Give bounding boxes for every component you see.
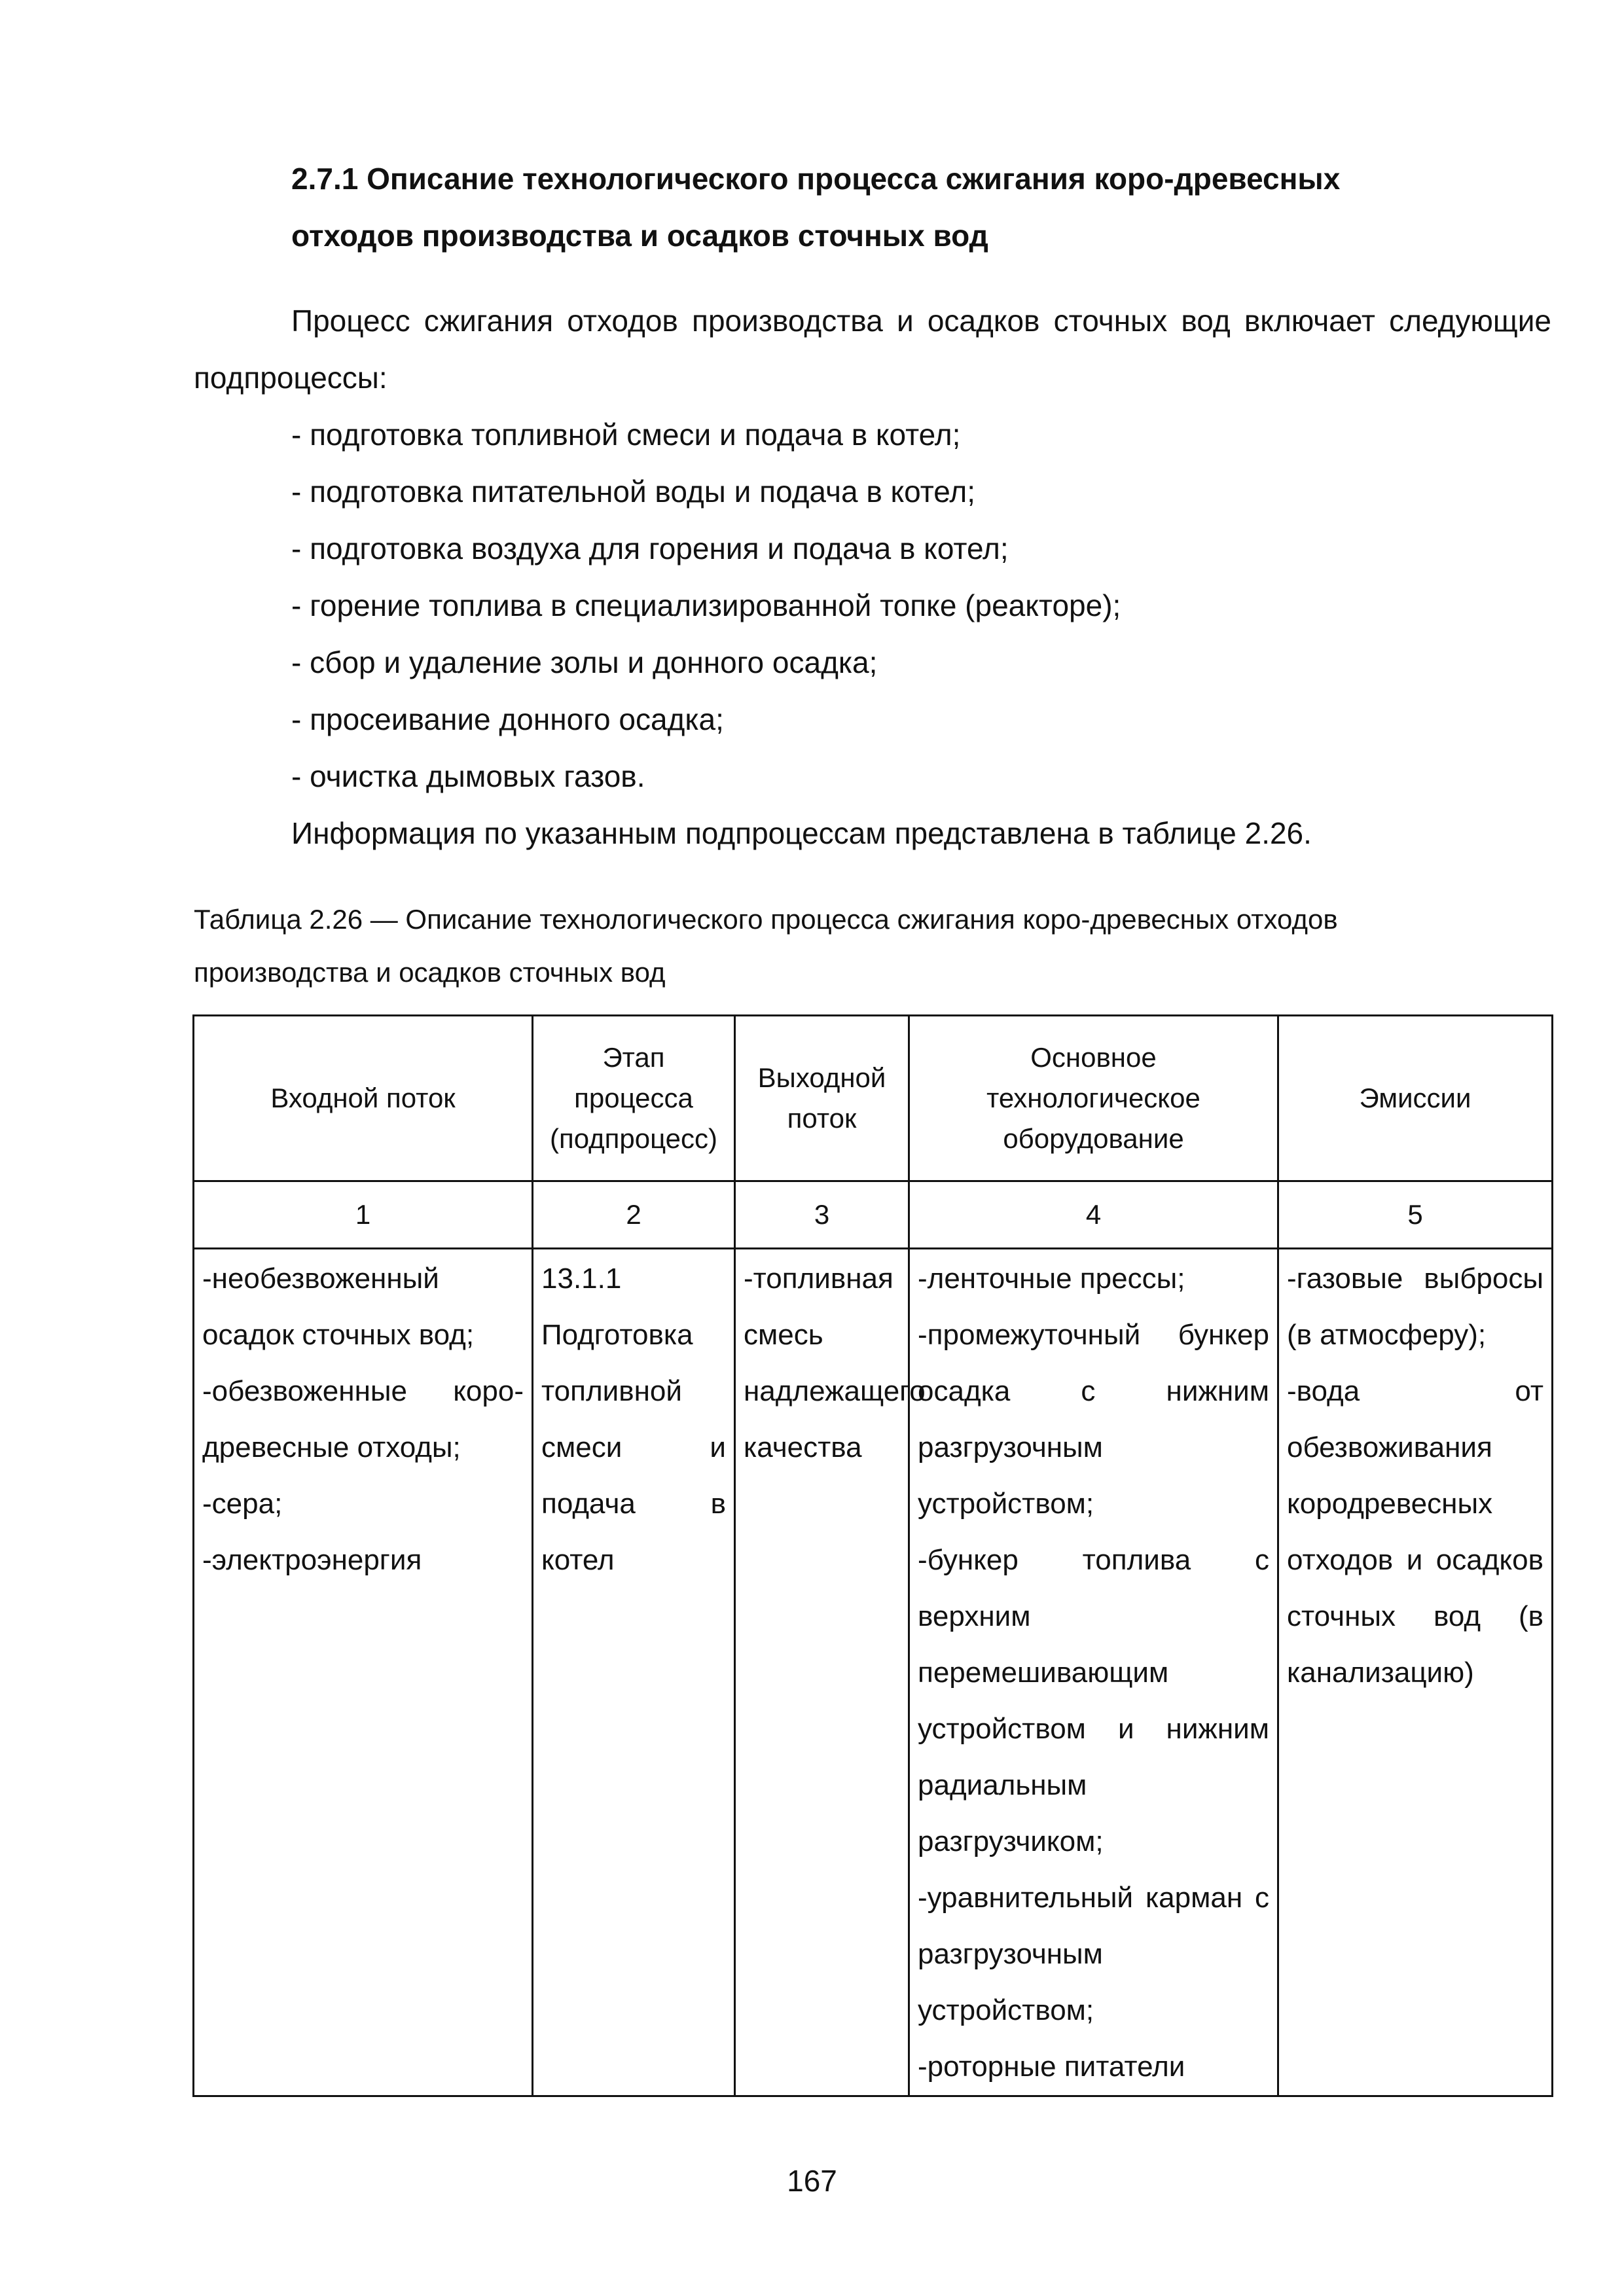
emissions-cell [1278, 1249, 1553, 2096]
page-number: 167 [787, 2164, 837, 2198]
list-item: - сбор и удаление золы и донного осадка; [291, 645, 878, 679]
table-number-row [194, 1181, 1553, 1249]
table-caption-line-2: производства и осадков сточных вод [194, 957, 666, 988]
header-output-flow: Выходной поток [735, 1016, 909, 1181]
output-flow-cell [735, 1249, 926, 2096]
table-header-row [194, 1016, 1553, 1181]
stage-item: 13.1.1 Подготовка топливной смеси и подача в котел [541, 1263, 726, 1576]
subprocess-list [291, 406, 1551, 862]
equipment-item: -бункер топлива с верхним перемешивающим устройством и нижним радиальным разгрузчиком; [918, 1544, 1269, 1857]
input-flow-cell [194, 1249, 533, 2096]
input-item: -сера; [202, 1488, 283, 1520]
column-number: 2 [533, 1181, 735, 1249]
equipment-item: -промежуточный бункер осадка с нижним разгрузочным устройством; [918, 1319, 1269, 1520]
info-paragraph: Информация по указанным подпроцессам представлена в таблице 2.26. [291, 816, 1312, 850]
list-item: - подготовка топливной смеси и подача в котел; [291, 418, 961, 452]
table-caption-line-1: Таблица 2.26 — Описание технологического процесса сжигания коро-древесных отходов [194, 904, 1338, 935]
column-number: 1 [194, 1181, 533, 1249]
list-item: - горение топлива в специализированной топке (реакторе); [291, 588, 1121, 622]
process-stage-cell [533, 1249, 735, 2096]
table-row [194, 1249, 1553, 2096]
equipment-item: -ленточные прессы; [918, 1263, 1185, 1295]
table-caption [194, 893, 1551, 999]
column-number: 5 [1278, 1181, 1553, 1249]
input-item: -обезвоженные кородревесные отходы; [202, 1375, 524, 1463]
intro-paragraph: Процесс сжигания отходов производства и осадков сточных вод включает следующие подпроцессы: [194, 304, 1551, 395]
header-process-stage: Этап процесса (подпроцесс) [533, 1016, 735, 1181]
emission-item: -газовые выбросы (в атмосферу); [1287, 1263, 1543, 1351]
equipment-item: -уравнительный карман с разгрузочным устройством; [918, 1882, 1269, 2026]
list-item: - подготовка воздуха для горения и подача в котел; [291, 531, 1009, 565]
section-heading-line-1: 2.7.1 Описание технологического процесса сжигания коро-древесных [291, 162, 1341, 196]
equipment-item: -роторные питатели [918, 2051, 1185, 2083]
output-item: -топливная смесь надлежащего качества [744, 1263, 926, 1463]
process-table [192, 1014, 1553, 2097]
column-number: 4 [909, 1181, 1278, 1249]
list-item: - подготовка питательной воды и подача в котел; [291, 475, 975, 509]
emission-item: -вода от обезвоживания кородревесных отходов и осадков сточных вод (в канализацию) [1287, 1375, 1543, 1689]
section-heading-line-2: отходов производства и осадков сточных вод [291, 219, 988, 253]
list-item: - просеивание донного осадка; [291, 702, 724, 736]
list-item: - очистка дымовых газов. [291, 759, 645, 793]
input-item: -электроэнергия [202, 1544, 422, 1576]
header-equipment: Основное технологическое оборудование [909, 1016, 1278, 1181]
header-input-flow: Входной поток [194, 1016, 533, 1181]
input-item: -необезвоженный осадок сточных вод; [202, 1263, 475, 1351]
header-emissions: Эмиссии [1278, 1016, 1553, 1181]
section-heading [291, 151, 1548, 264]
column-number: 3 [735, 1181, 909, 1249]
equipment-cell [909, 1249, 1278, 2096]
